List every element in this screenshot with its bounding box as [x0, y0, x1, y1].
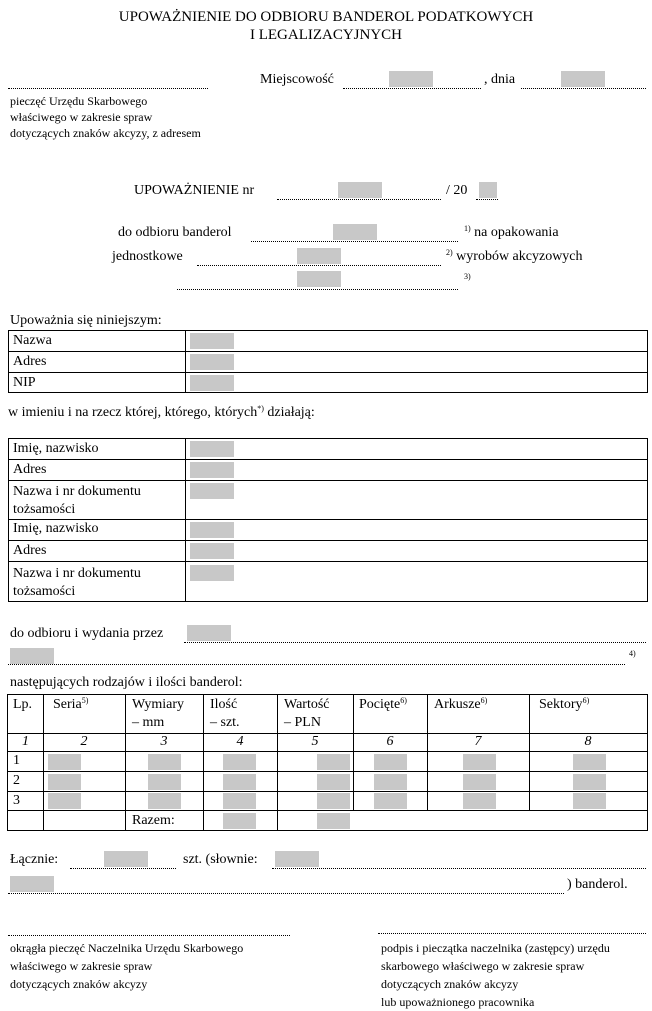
row2-seria-field[interactable]: [48, 774, 81, 790]
col-number-7: 7: [474, 734, 482, 749]
miejscowosc-label: Miejscowość: [260, 72, 334, 87]
year-prefix: / 20: [446, 183, 468, 198]
authorization-number-label: UPOWAŻNIENIE nr: [134, 183, 255, 198]
pickup-label: do odbioru banderol: [118, 225, 232, 240]
pickup-line: [251, 241, 458, 242]
banderol-type-field[interactable]: [333, 224, 377, 240]
col-number-2: 2: [80, 734, 88, 749]
excise-goods-field[interactable]: [297, 271, 341, 287]
miejscowosc-field[interactable]: [389, 71, 433, 87]
year-line: [476, 199, 498, 200]
principal-nip-field[interactable]: [190, 375, 234, 391]
footnote-4: 4): [629, 649, 636, 658]
szt-label: szt. (słownie:: [183, 852, 258, 867]
agent1-name-field[interactable]: [190, 441, 234, 457]
total-words-field-1[interactable]: [275, 851, 319, 867]
col-header-arkusze: Arkusze$^{6)}$: [434, 696, 488, 712]
row1-sektory-field[interactable]: [573, 754, 606, 770]
lacznie-line: [70, 868, 176, 869]
row1-wymiary-field[interactable]: [148, 754, 181, 770]
row1-pociete-field[interactable]: [374, 754, 407, 770]
agents-intro: w imieniu i na rzecz której, którego, których*) działają:: [8, 404, 315, 420]
col-header-lp: Lp.: [13, 697, 33, 712]
issue-line2: [8, 664, 625, 665]
col-header-wymiary-line2: – mm: [132, 715, 165, 730]
stamp-caption-line2: właściwego w zakresie spraw: [10, 110, 153, 124]
lacznie-label: Łącznie:: [10, 852, 59, 867]
excise-label: wyrobów akcyzowych: [456, 249, 583, 264]
row3-arkusze-field[interactable]: [463, 793, 496, 809]
row3-wartosc-field[interactable]: [317, 793, 350, 809]
unit-label: jednostkowe: [112, 249, 183, 264]
authorization-number-field[interactable]: [338, 182, 382, 198]
col-header-seria: Seria$^{5)}$: [53, 696, 89, 712]
agent2-address-label: Adres: [13, 543, 47, 558]
principal-name-label: Nazwa: [13, 333, 52, 348]
total-ilosc-field[interactable]: [223, 813, 256, 829]
row2-arkusze-field[interactable]: [463, 774, 496, 790]
row2-sektory-field[interactable]: [573, 774, 606, 790]
col-number-4: 4: [236, 734, 244, 749]
agent1-doc-label-line1: Nazwa i nr dokumentu: [13, 484, 141, 499]
agent2-doc-label-line1: Nazwa i nr dokumentu: [13, 566, 141, 581]
packaging-label: na opakowania: [474, 225, 559, 240]
year-field[interactable]: [479, 182, 497, 198]
issuer-field-1[interactable]: [187, 625, 231, 641]
issue-label: do odbioru i wydania przez: [10, 626, 164, 641]
col-header-ilosc-line1: Ilość: [210, 697, 238, 712]
right-footer-line4: lub upoważnionego pracownika: [381, 995, 535, 1009]
row-number-1: 1: [13, 753, 20, 768]
left-footer-line1: okrągła pieczęć Naczelnika Urzędu Skarbowego: [10, 941, 244, 955]
row-number-2: 2: [13, 773, 20, 788]
stamp-dotted-line: [8, 88, 208, 89]
row-number-3: 3: [13, 793, 20, 808]
agent1-doc-field[interactable]: [190, 483, 234, 499]
row3-ilosc-field[interactable]: [223, 793, 256, 809]
col-header-wartosc-line2: – PLN: [284, 715, 321, 730]
footnote-2: 2): [446, 248, 453, 257]
agent1-address-field[interactable]: [190, 462, 234, 478]
agent2-address-field[interactable]: [190, 543, 234, 559]
col-number-5: 5: [311, 734, 319, 749]
agent2-doc-field[interactable]: [190, 565, 234, 581]
principal-name-field[interactable]: [190, 333, 234, 349]
banderols-table: [7, 694, 648, 831]
principal-intro: Upoważnia się niniejszym:: [10, 313, 162, 328]
col-number-8: 8: [584, 734, 592, 749]
left-footer-line2: właściwego w zakresie spraw: [10, 959, 153, 973]
col-number-3: 3: [160, 734, 168, 749]
dnia-label: , dnia: [484, 72, 516, 87]
col-header-wymiary-line1: Wymiary: [132, 697, 185, 712]
right-footer-line2: skarbowego właściwego w zakresie spraw: [381, 959, 585, 973]
col-number-6: 6: [386, 734, 394, 749]
right-footer-line1: podpis i pieczątka naczelnika (zastępcy) urzędu: [381, 941, 610, 955]
agent2-doc-label-line2: tożsamości: [13, 584, 76, 599]
slownie-line2: [8, 893, 564, 894]
excise-line: [177, 289, 458, 290]
slownie-line: [272, 868, 646, 869]
row2-wartosc-field[interactable]: [317, 774, 350, 790]
total-wartosc-field[interactable]: [317, 813, 350, 829]
row1-wartosc-field[interactable]: [317, 754, 350, 770]
stamp-caption-line1: pieczęć Urzędu Skarbowego: [10, 94, 148, 108]
agents-table: [8, 438, 648, 602]
date-field[interactable]: [561, 71, 605, 87]
row3-pociete-field[interactable]: [374, 793, 407, 809]
agent2-name-label: Imię, nazwisko: [13, 521, 99, 536]
row1-seria-field[interactable]: [48, 754, 81, 770]
left-footer-line3: dotyczących znaków akcyzy: [10, 977, 148, 991]
row1-arkusze-field[interactable]: [463, 754, 496, 770]
banderols-intro: następujących rodzajów i ilości banderol:: [10, 675, 243, 690]
agent1-doc-label-line2: tożsamości: [13, 502, 76, 517]
right-signature-line: [378, 933, 646, 934]
principal-address-field[interactable]: [190, 354, 234, 370]
col-header-ilosc-line2: – szt.: [210, 715, 240, 730]
col-header-pociete: Pocięte$^{6)}$: [359, 696, 407, 712]
unit-line: [197, 265, 441, 266]
footnote-3: 3): [464, 272, 471, 281]
right-footer-line3: dotyczących znaków akcyzy: [381, 977, 519, 991]
left-signature-line: [8, 935, 290, 936]
agent1-address-label: Adres: [13, 462, 47, 477]
footnote-1: 1): [464, 224, 471, 233]
principal-table: [8, 330, 648, 393]
total-words-field-2[interactable]: [10, 876, 54, 892]
row3-seria-field[interactable]: [48, 793, 81, 809]
form-title-line2: I LEGALIZACYJNYCH: [249, 27, 403, 43]
packaging-kind-field[interactable]: [297, 248, 341, 264]
banderol-end-label: ) banderol.: [567, 877, 628, 892]
row2-pociete-field[interactable]: [374, 774, 407, 790]
stamp-caption-line3: dotyczących znaków akcyzy, z adresem: [10, 126, 201, 140]
total-label: Razem:: [132, 813, 175, 828]
agent2-name-field[interactable]: [190, 522, 234, 538]
col-number-1: 1: [22, 734, 29, 749]
principal-address-label: Adres: [13, 354, 47, 369]
row2-ilosc-field[interactable]: [223, 774, 256, 790]
dnia-line: [521, 88, 646, 89]
row2-wymiary-field[interactable]: [148, 774, 181, 790]
agent1-name-label: Imię, nazwisko: [13, 441, 99, 456]
form-title-line1: UPOWAŻNIENIE DO ODBIORU BANDEROL PODATKOWYCH: [118, 9, 534, 25]
col-header-wartosc-line1: Wartość: [284, 697, 330, 712]
row1-ilosc-field[interactable]: [223, 754, 256, 770]
authorization-number-line: [277, 199, 441, 200]
row3-sektory-field[interactable]: [573, 793, 606, 809]
col-header-sektory: Sektory$^{6)}$: [539, 696, 590, 712]
total-count-field[interactable]: [104, 851, 148, 867]
principal-nip-label: NIP: [13, 375, 36, 390]
issuer-field-2[interactable]: [10, 648, 54, 664]
row3-wymiary-field[interactable]: [148, 793, 181, 809]
issue-line1: [184, 642, 646, 643]
miejscowosc-line: [343, 88, 481, 89]
